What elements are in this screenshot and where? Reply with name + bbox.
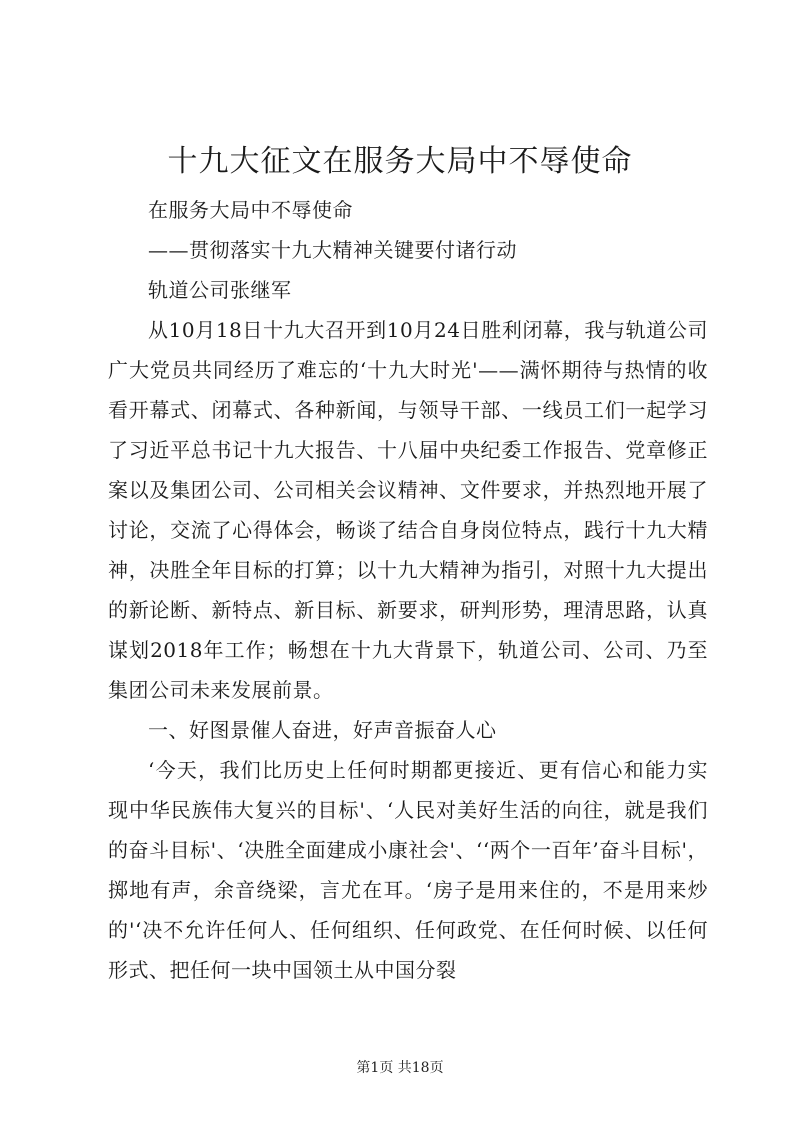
body-paragraph: ‘今天，我们比历史上任何时期都更接近、更有信心和能力实现中华民族伟大复兴的目标'、‘人民对美好生活的向往，就是我们的奋斗目标'、‘决胜全面建成小康社会'、‘‘两个一百年’奋斗目标'，掷地有声，余音绕梁，言尤在耳。‘房子是用来住的，不是用来炒的'‘决不允许任何人、任何组织、任何政党、在任何时候、以任何形式、把任何一块中国领土从中国分裂 — [108, 758, 708, 982]
subtitle-line: ——贯彻落实十九大精神关键要付诸行动 — [148, 238, 517, 262]
section-heading: 一、好图景催人奋进，好声音振奋人心 — [148, 718, 497, 742]
body-paragraph: 从10月18日十九大召开到10月24日胜利闭幕，我与轨道公司广大党员共同经历了难忘的‘十九大时光'——满怀期待与热情的收看开幕式、闭幕式、各种新闻，与领导干部、一线员工们一起学习了习近平总书记十九大报告、十八届中央纪委工作报告、党章修正案以及集团公司、公司相关会议精神、文件要求，并热烈地开展了讨论，交流了心得体会，畅谈了结合自身岗位特点，践行十九大精神，决胜全年目标的打算；以十九大精神为指引，对照十九大提出的新论断、新特点、新目标、新要求，研判形势，理清思路，认真谋划2018年工作；畅想在十九大背景下，轨道公司、公司、乃至集团公司未来发展前景。 — [108, 318, 708, 702]
subtitle-line: 在服务大局中不辱使命 — [148, 198, 353, 222]
author-line: 轨道公司张继军 — [148, 278, 292, 302]
page-number-footer: 第1页 共18页 — [356, 1060, 444, 1076]
document-body — [108, 190, 708, 990]
document-title: 十九大征文在服务大局中不辱使命 — [167, 144, 633, 179]
